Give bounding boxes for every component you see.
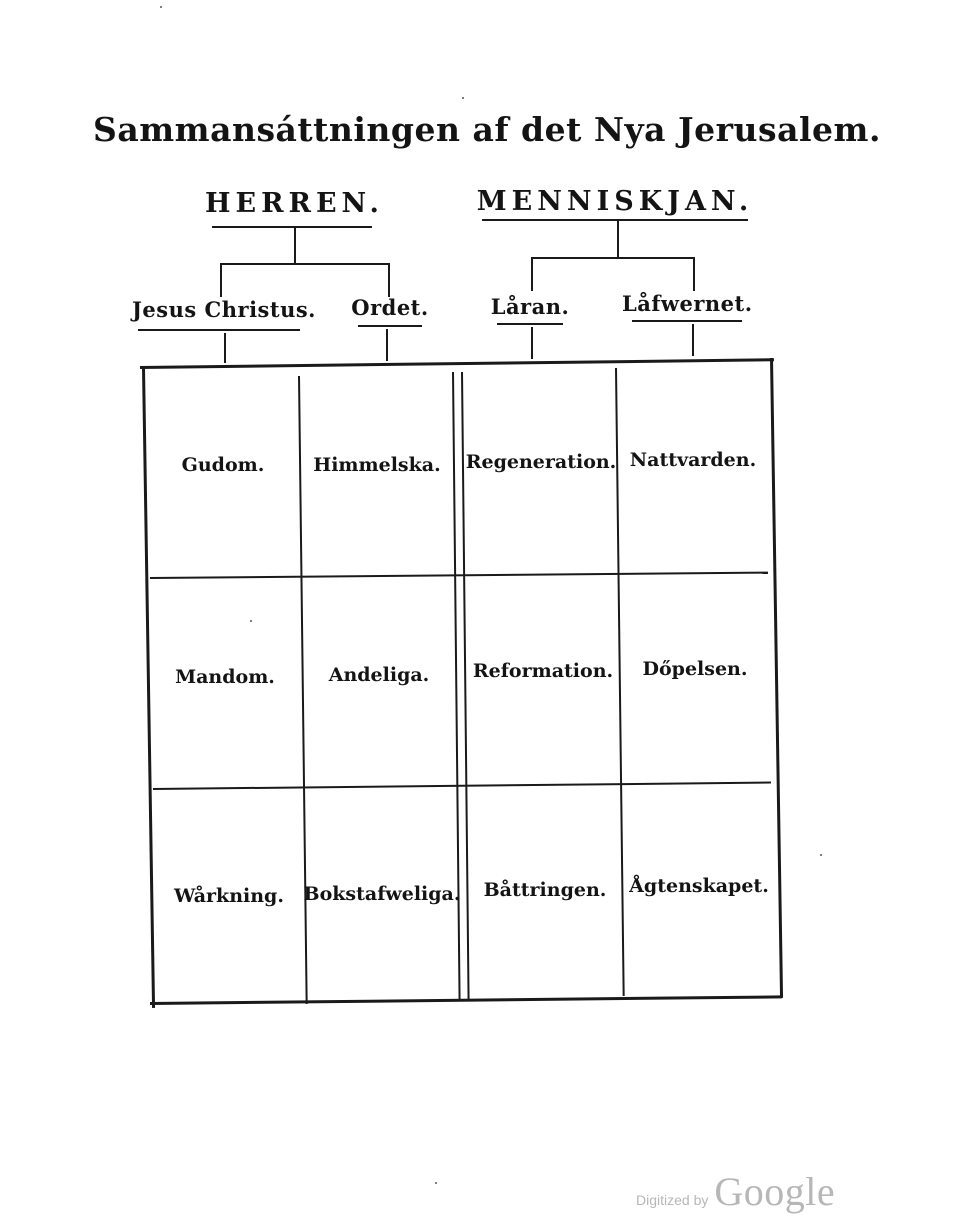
subheader-lafwernet: Låfwernet. [622,291,753,316]
subheader-underline [632,320,742,322]
digitized-watermark [636,1168,835,1215]
header-herren: HERREN. [205,188,384,219]
scan-speck [462,97,464,99]
table-cell-bokstafweliga: Bokstafweliga. [303,883,461,905]
tree-connector [531,327,533,359]
table-border-bottom [150,995,782,1005]
tree-connector [220,263,222,297]
table-row-divider [150,572,768,579]
subheader-underline [497,323,563,325]
scan-speck [435,1182,437,1184]
subheader-underline [138,329,300,331]
tree-connector [220,263,390,265]
subheader-ordet: Ordet. [351,295,429,320]
header-herren-underline [212,226,372,228]
digitized-prefix: Digitized by [636,1192,709,1208]
scan-speck [160,6,162,8]
table-cell-nattvarden: Nattvarden. [629,449,757,471]
table-cell-battringen: Båttringen. [483,879,607,901]
tree-connector [294,228,296,264]
table-row-divider [153,782,771,790]
subheader-jesus-christus: Jesus Christus. [132,297,316,322]
tree-connector [388,263,390,297]
tree-connector [693,257,695,291]
tree-connector [224,333,226,363]
subheader-underline [358,325,422,327]
tree-connector [692,324,694,356]
table-cell-dopelsen: Dőpelsen. [642,658,748,680]
table-cell-agtenskapet: Ågtenskapet. [629,875,769,897]
digitized-brand: Google [714,1169,836,1214]
tree-connector [531,257,533,291]
subheader-laran: Låran. [490,294,570,319]
tree-connector [386,329,388,361]
table-border-top [140,358,774,369]
table-cell-warkning: Wårkning. [174,885,284,907]
table-cell-regeneration: Regeneration. [465,451,617,473]
scan-speck [250,620,252,622]
page-title: Sammansáttningen af det Nya Jerusalem. [93,110,881,149]
table-cell-mandom: Mandom. [175,666,275,688]
tree-connector [531,257,695,259]
table-cell-himmelska: Himmelska. [313,454,441,476]
table-cell-andeliga: Andeliga. [328,664,430,686]
scan-speck [820,854,822,856]
table-cell-reformation: Reformation. [472,660,614,682]
table-cell-gudom: Gudom. [181,454,265,476]
header-menniskjan-underline [482,219,748,221]
header-menniskjan: MENNISKJAN. [476,186,754,217]
tree-connector [617,221,619,257]
